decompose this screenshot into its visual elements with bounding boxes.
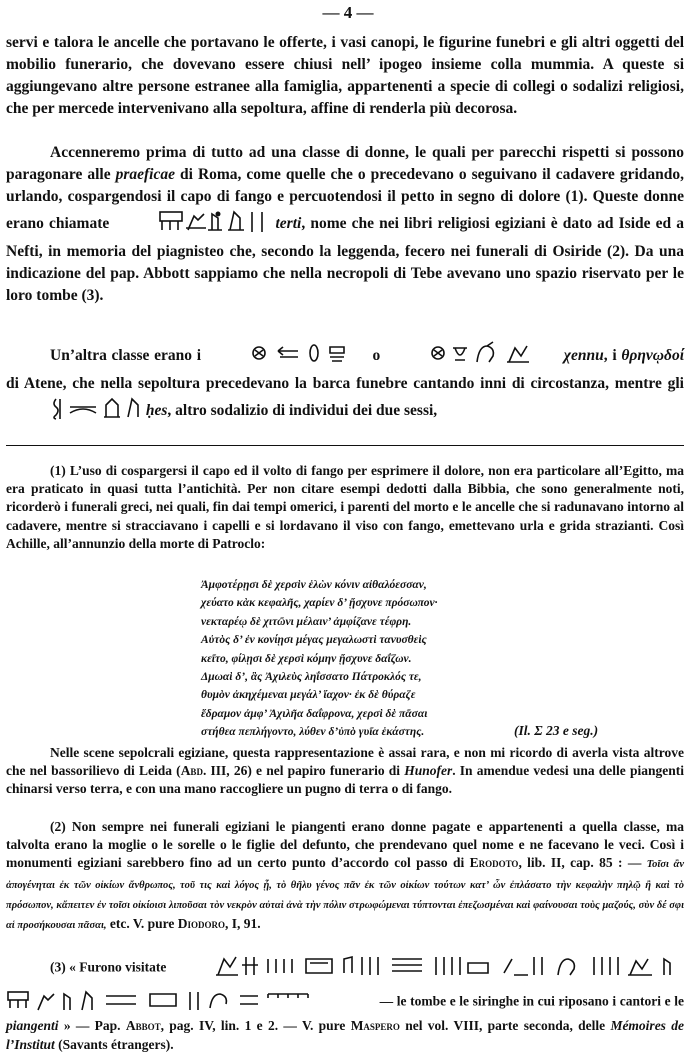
footnote-1-continued (6, 744, 684, 799)
greek-line: Δμωαὶ δ’, ἃς Ἀχιλεὺς ληΐσσατο Πάτροκλός τε, (201, 671, 422, 684)
hieroglyph-group-icon (385, 340, 559, 373)
text-run: . In amendue vedesi una delle piangenti chinarsi verso terra, e con una mano raccogliere un pugno di terra o di fango. (6, 763, 684, 797)
text-run: , lib. II, cap. 85 : — (518, 855, 647, 871)
hieroglyph-group-icon (6, 988, 376, 1017)
term-terti: terti (275, 215, 302, 233)
term-xennu: χennu (563, 347, 604, 365)
footnote-3 (6, 953, 684, 1054)
greek-line: Αὐτὸς δ’ ἐν κονίῃσι μέγας μεγαλωστὶ τανυσθεὶς (201, 634, 427, 647)
text-run: Nelle scene sepolcrali egiziane, questa rappresentazione è assai rara, e non mi ricordo di averla vista altrove che nel bassorilievo di Leida ( (6, 745, 684, 779)
hieroglyph-group-icon (206, 341, 368, 372)
text-run: , pag. IV, lin. 1 e 2. — V. pure (160, 1018, 351, 1034)
text-run: , i (603, 347, 622, 365)
page-number: — 4 — (322, 3, 374, 22)
term-praeficae: praeficae (115, 166, 175, 183)
term-greek: θρηνῳδοί (621, 347, 685, 365)
body-paragraph-1 (6, 32, 684, 120)
text-run: , I, 91. (225, 916, 261, 932)
text-run: Un’altra classe erano i (50, 347, 206, 365)
text-run: » — Pap. (58, 1018, 126, 1034)
text-run: etc. V. pure (106, 916, 178, 932)
hieroglyph-group-icon (170, 953, 684, 984)
footnote-1 (6, 462, 684, 553)
text-run: (Savants étrangers). (54, 1036, 174, 1052)
paragraph-text: servi e talora le ancelle che portavano le offerte, i vasi canopi, le figurine funebri e gli altri oggetti del mobilio funerario, che dovevano essere chiusi nell’ ipogeo insieme colla mummia. A queste si aggiungevano altre persone estranee alla famiglia, appartenenti a specie di collegi o sodalizi religiosi, che per mercede intervenivano alla sepoltura, affine di renderla più decorosa. (6, 34, 684, 117)
ref-abd: Abd. (180, 763, 207, 779)
hieroglyph-group-icon (6, 395, 142, 428)
ref-diodoro: Diodoro (177, 916, 226, 932)
greek-line: νεκταρέῳ δὲ χιτῶνι μέλαιν’ ἀμφίζανε τέφρη. (201, 615, 412, 628)
text-run: nel vol. VIII, parte seconda, delle (399, 1018, 611, 1034)
paragraph-text (6, 340, 684, 428)
ref-maspero: Maspero (350, 1018, 400, 1034)
term-hunofer: Hunofer (404, 763, 453, 779)
text-run: di Atene, che nella sepoltura precedevano la barca funebre cantando inni di circostanza, mentre gli (6, 375, 684, 392)
text-run: (2) Non sempre nei funerali egiziani le piangenti erano donne pagate e appartenenti a quella classe, ma talvolta erano la moglie o le sorelle o le figlie del defunto, che prendevano quel nome e ne facevano le veci. Così i monumenti egiziani sarebbero fino ad un certo punto d’accordo col passo di (6, 819, 684, 871)
body-paragraph-3 (6, 340, 684, 428)
footnote-text (6, 744, 684, 799)
footnote-text (6, 988, 684, 1054)
footnote-divider (6, 445, 684, 446)
greek-line: χεύατο κὰκ κεφαλῆς, χαρίεν δ’ ᾔσχυνε πρόσωπον· (201, 597, 438, 610)
footnote-2 (6, 818, 684, 935)
body-paragraph-2 (6, 142, 684, 307)
text-run: o (367, 347, 386, 365)
term-piangenti: piangenti (6, 1018, 59, 1034)
greek-line: θυμὸν ἀκηχέμεναι μεγάλ’ ἴαχον· ἐκ δὲ θύραζε (201, 689, 416, 702)
greek-quotation (201, 576, 437, 742)
greek-line: ἔδραμον ἀμφ’ Ἀχιλῆα δαΐφρονα, χερσὶ δὲ πᾶσαι (201, 707, 428, 720)
greek-line: στήθεα πεπλήγοντο, λύθεν δ’ὑπὸ γυῖα ἑκάστης. (201, 726, 425, 739)
paragraph-text (6, 142, 684, 307)
text-run: , altro sodalizio di individui dei due sessi, (167, 402, 438, 420)
text-run: (3) « Furono visitate (50, 959, 167, 975)
text-run: Accenneremo prima di tutto ad una classe di donne, le quali per parecchi rispetti si possono paragonare alle (6, 144, 684, 183)
ref-abbot: Abbot (125, 1018, 161, 1034)
footnote-text: (1) L’uso di cospargersi il capo ed il volto di fango per esprimere il dolore, non era particolare all’Egitto, ma era praticato in quasi tutta l’antichità. Per non citare esempi dedotti dalla Bibbia, che sono generalmente noti, ricorderò i funerali greci, nei quali, fin dai tempi omerici, i parenti del morto e le ancelle che si radunavano intorno al cadavere, mentre si stracciavano i capelli e si lordavano il viso con fango, emettevano urla e grida strazianti. Così Achille, all’annunzio della morte di Patroclo: (6, 463, 684, 551)
title-memoires: Mémoires de l’Institut (6, 1018, 684, 1052)
text-run: , nome che nei libri religiosi egiziani è dato ad Iside ed a Nefti, in memoria del piagnisteo che, secondo la leggenda, fecero nei funerali di Osiride (2). Da una indicazione del pap. Abbott sappiamo che nella necropoli di Tebe avevano uno spazio riservato per le loro tombe (3). (6, 215, 685, 304)
term-hes: ḥes (145, 402, 168, 420)
greek-line: κεῖτο, φίλῃσι δὲ χερσὶ κόμην ᾔσχυνε δαΐζων. (201, 652, 412, 665)
text-run: III, 26) e nel papiro funerario di (206, 763, 405, 779)
footnote-text (6, 953, 684, 984)
ref-erodoto: Erodoto (469, 855, 519, 871)
text-run: — le tombe e le siringhe in cui riposano i cantori e le (376, 993, 684, 1009)
footnote-text (6, 818, 684, 935)
greek-citation: (Il. Σ 23 e seg.) (514, 723, 599, 738)
greek-passage: Τοῖσι ἂν ἀπογένηται ἐκ τῶν οἰκίων ἄνθρωπος, τοῦ τις καὶ λόγος ᾖ, τὸ θῆλυ γένος πᾶν ἐκ τῶν οἰκίων τούτων κατ’ ὦν ἐπλάσατο τὴν κεφαλὴν πηλῷ ἢ καὶ τὸ πρόσωπον, κἄπειτεν ἐν τοῖσι οἰκίοισι λιποῦσαι τὸν νεκρὸν αὐταὶ ἀνὰ τὴν πόλιν στρωφώμεναι τύπτονται ἐπεζωσμέναι καὶ φαίνουσαι τοὺς μαζούς, σὺν δέ σφι αἱ προσήκουσαι πᾶσαι, (6, 859, 685, 932)
text-run: di Roma, come quelle che o precedevano o seguivano il cadavere gridando, urlando, cospargendosi il capo di fango e percuotendosi il petto in segno di dolore (1). Queste donne erano chiamate (6, 166, 684, 233)
hieroglyph-group-icon (114, 208, 270, 241)
greek-line: Ἀμφοτέρῃσι δὲ χερσὶν ἑλὼν κόνιν αἰθαλόεσσαν, (201, 579, 427, 591)
